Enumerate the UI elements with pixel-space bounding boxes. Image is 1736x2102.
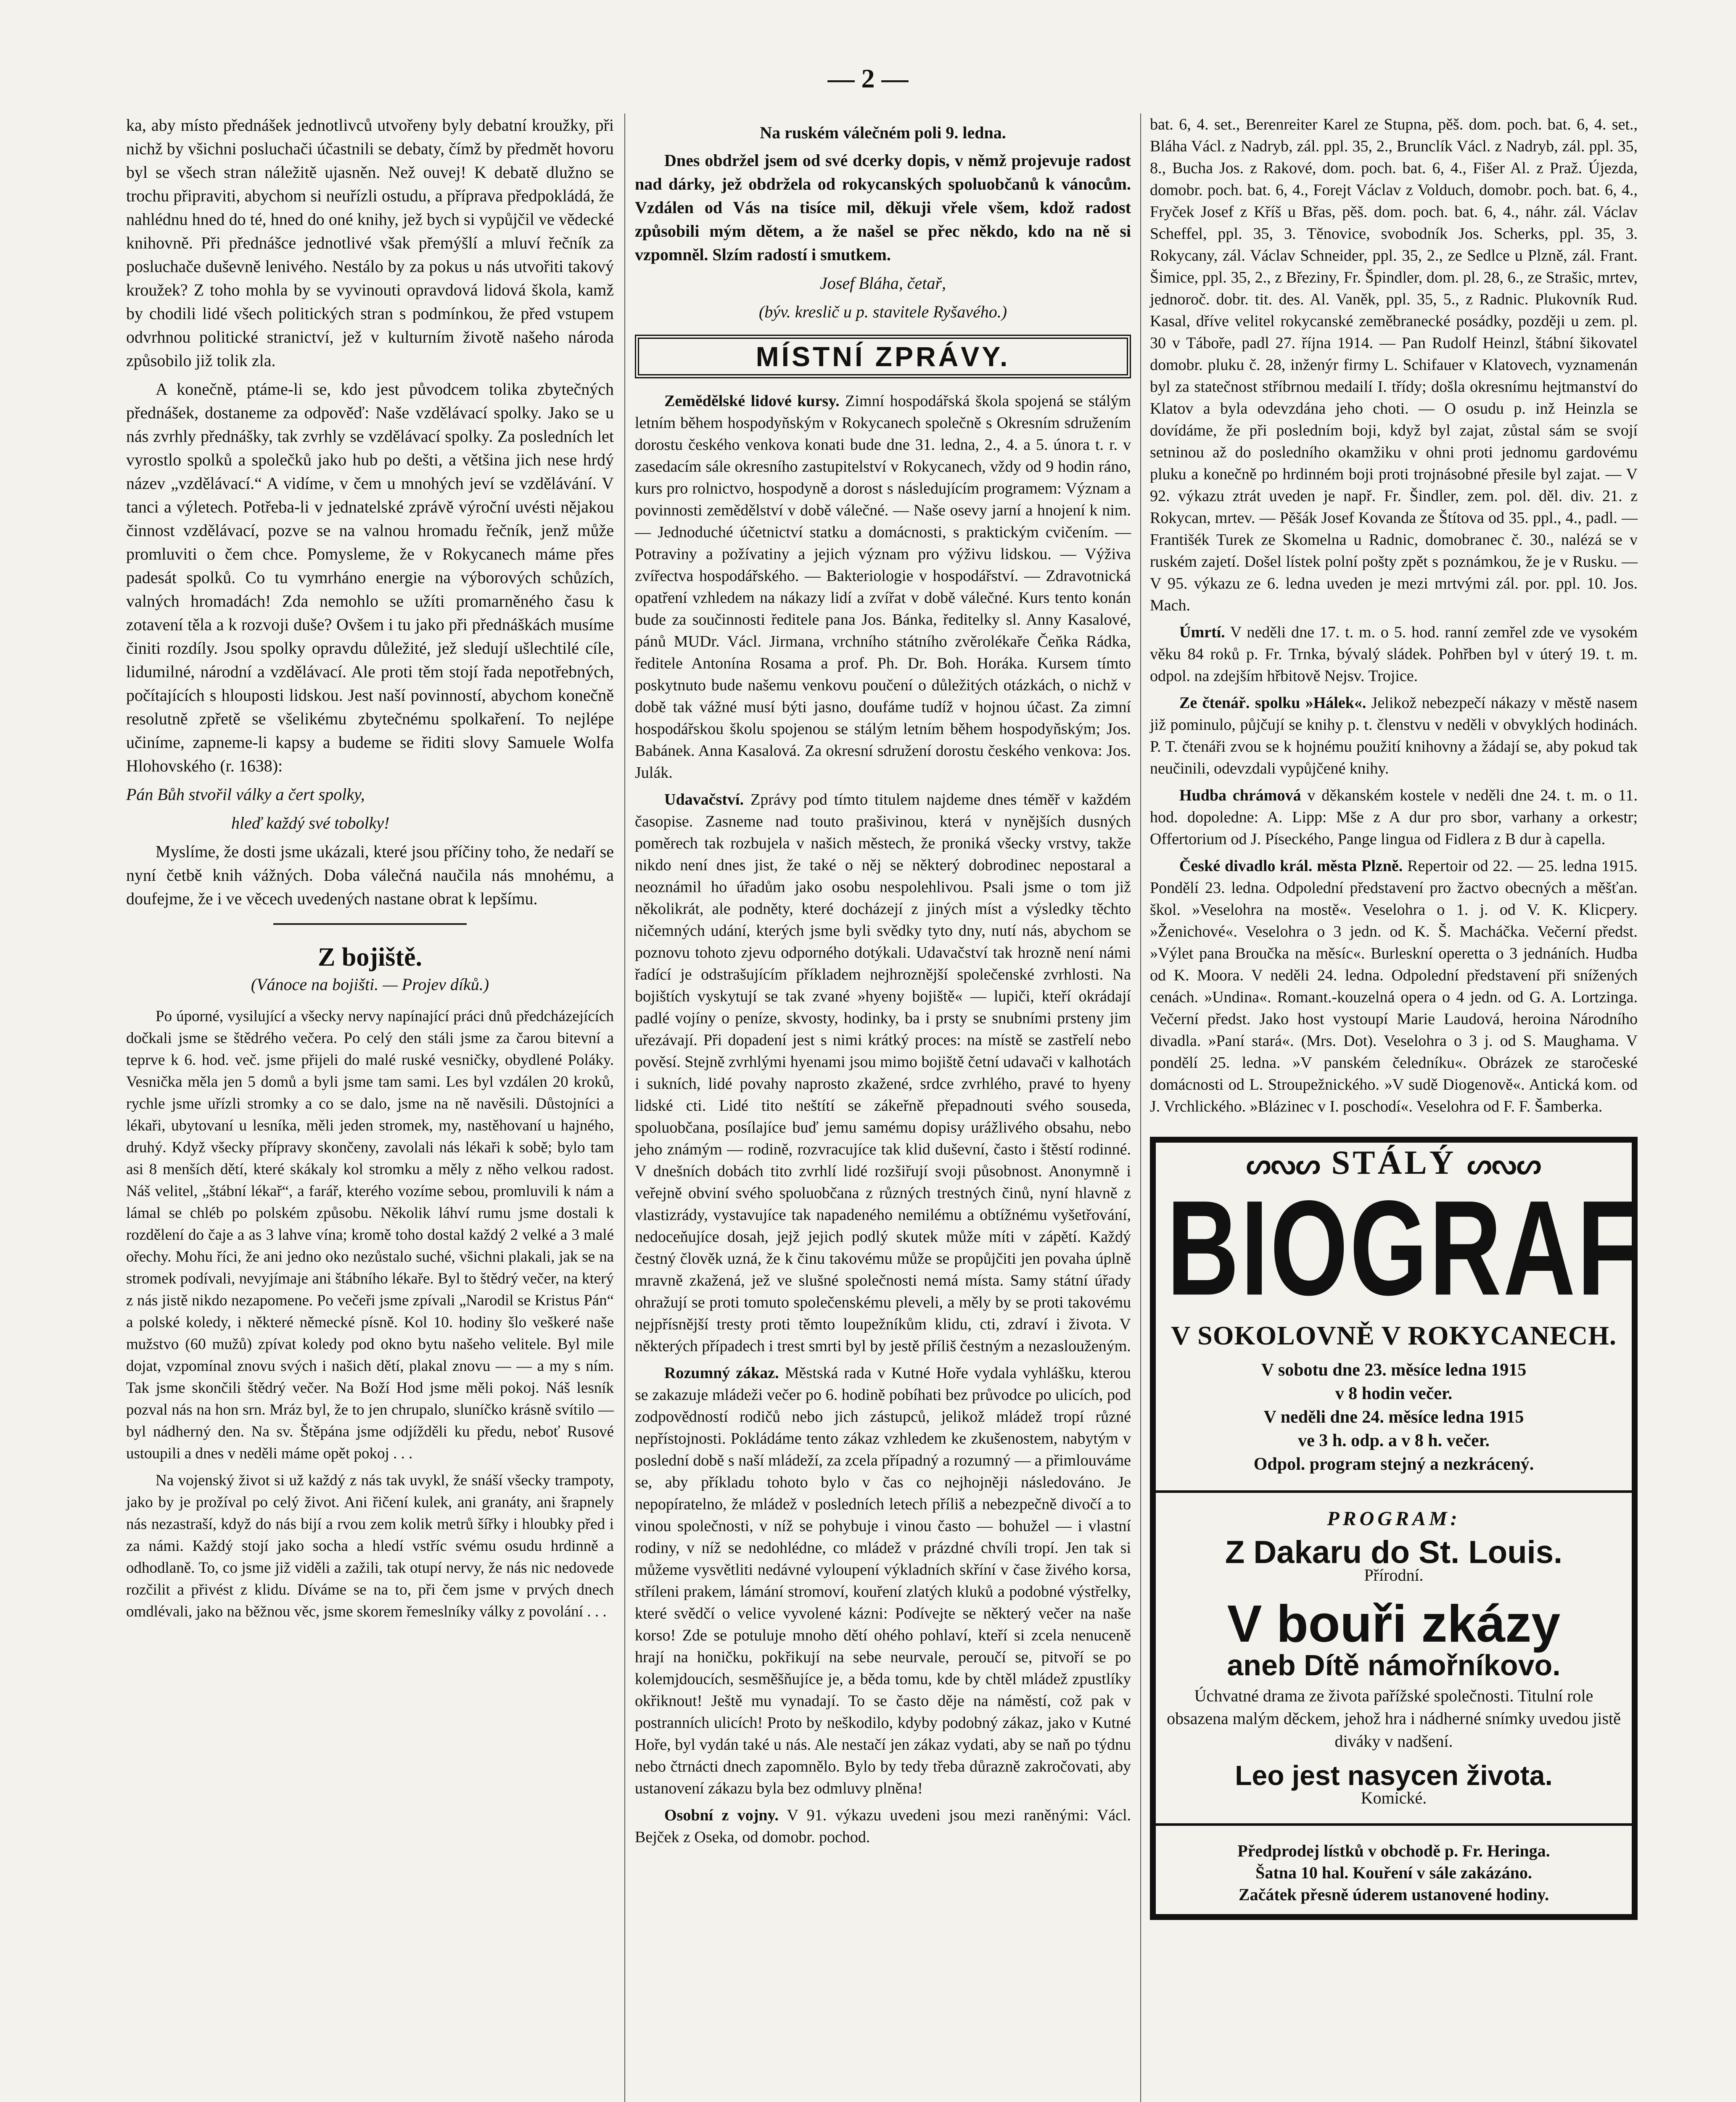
news-headline: Ze čtenář. spolku »Hálek«.: [1179, 694, 1366, 712]
letter-title: Na ruském válečném poli 9. ledna.: [760, 123, 1006, 142]
section-banner: MÍSTNÍ ZPRÁVY.: [635, 335, 1131, 378]
ad-film-title: Leo jest nasycen života.: [1235, 1760, 1553, 1791]
column-3: [1150, 114, 1638, 1920]
news-headline: Udavačství.: [664, 791, 744, 808]
news-text: Zprávy pod tímto titulem najdeme dnes téměř v každém časopise. Zasneme nad touto prašivinou, která v nynějších dusných poměrech tak rozbujela v našich městech, že proniká všecky vrstvy, takže nikdo není dnes jist, že také o něj se některý dobrodinec nepostaral a neoznámil ho úřadům jako osobu nespolehlivou. Psali jsme o tom již několikrát, ale podněty, které docházejí z jiných míst a výsledky těchto ničemných udání, kterých jsme byli svědky tyto dny, nutí nás, abychom se poznovu tohoto zjevu odporného dotýkali. Udavačství tak hrozně není námi řadící je odstrašujícím příkladem nejhroznější společenské zvrhlosti. Na bojištích vyskytují se tak zvané »hyeny bojiště« — lupiči, kteří okrádají padlé vojíny o peníze, skvosty, hodinky, ba i prsty se snubními prsteny jim uřezávají. Při dopadení jest s nimi krátký proces: na místě se zastřelí nebo pověsí. Stejně zvrhlými hyenami jsou mimo bojiště četní udavači v kalhotách i sukních, lidé povahy naprosto zkažené, srdce zvrhlého, pravé to hyeny lidské cti. Lidé tito neštítí se zákeřně přepadnouti svého souseda, spoluobčana, posílajíce buď jemu samému dopisy urážlivého obsahu, nebo jeho známým — rodině, rozvracujíce tak klid duševní, často i štěstí rodinné. V dnešních dobách tito zvrhlí lidé rozšiřují svoji působnost. Anonymně i veřejně obviní svého spoluobčana z různých trestných činů, nyní hlavně z vlastizrády, vystavujíce tak napadeného nemilému a obtížnému vyšetřování, nedoceňujíce dosah, jejž jejich podlý skutek může míti v zápětí. Každý čestný člověk uzná, že k činu takovému může se propůjčiti jen povaha úplně mravně zkažená, jež ve slušné společnosti nemá místa. Samy státní úřady ohražují se proti tomuto společenskému pleveli, a měly by se proti takovému nejpřísnější tresty proti těmto loupežníkům klidu, cti, zdraví i života. V některých případech i trest smrti byl by jestě příliš čestným a nezaslouženým.: [635, 791, 1131, 1355]
news-item: [1150, 692, 1638, 779]
news-text: Městská rada v Kutné Hoře vydala vyhlášku, kterou se zakazuje mládeži večer po 6. hodině pobíhati bez průvodce po ulicích, pod zodpovědností rodičů nebo jich zástupců, jelikož mládež tropí různé nepřístojnosti. Pokládáme tento zákaz vzhledem ke zkušenostem, nabytým v poslední době s naší mládeží, za zcela případný a rozumný — a přimlouváme se, aby příkladu tohoto bylo v čas co nejhojněji následováno. Je nepopíratelno, že mládež v posledních letech příliš a nebezpečně divočí a to vinou společnosti, v níž se pohybuje i vinou často — bohužel — i vlastní rodiny, v níž se nedohlédne, co mládež v prázdné chvíli tropí. Jen tak si můžeme vysvětliti nedávné vyloupení výkladních skříní v čase živého korsa, stříleni prakem, lámání stromoví, kouření zlatých kluků a podobné výstřelky, které svědčí o velice vyvolené kázni: Podívejte se některý večer na naše korso! Zde se potuluje mnoho dětí ohého pohlaví, kteří si zcela nenuceně hrají na honičku, pokřikují na sebe neurvale, peroučí se, pitvoří se po kolemjdoucích, sesměšňujíce je, a běda tomu, kde by chtěl mládež zpustlíky okřiknout! Ještě mu vynadají. To se často děje na náměstí, což pak v postranních ulicích! Proto by neškodilo, kdyby podobný zákaz, jako v Kutné Hoře, byl vydán také u nás. Ale nestačí jen zákaz vydati, aby se naň po týdnu nebo čtrnácti dnech zapomnělo. Bylo by tedy třeba důrazně zakročovati, aby ustanovení zákazu byla bez odmluvy plněna!: [635, 1364, 1131, 1797]
ad-film-description: Úchvatné drama ze života pařížské společnosti. Titulní role obsazena malým děckem, jehož hra i nádherné snímky uvedou jistě diváky v nadšení.: [1167, 1686, 1621, 1751]
news-item: [1150, 784, 1638, 850]
ad-biograf-title: BIOGRAF: [1167, 1173, 1640, 1324]
news-text: V 91. výkazu uvedeni jsou mezi raněnými: Václ. Bejček z Oseka, od domobr. pochod.: [635, 1806, 1131, 1846]
news-headline: Rozumný zákaz.: [664, 1364, 779, 1382]
column-1: [126, 114, 614, 1628]
column-rule-right: [1140, 114, 1141, 2102]
ad-date: V sobotu dne 23. měsíce ledna 1915: [1261, 1360, 1527, 1380]
poem-line: hleď každý své tobolky!: [231, 813, 390, 832]
signature: Josef Bláha, četař,: [820, 274, 946, 293]
news-text: v děkanském kostele v neděli dne 24. t. m. o 11. hod. dopoledne: A. Lipp: Mše z A dur pro sbor, varhany a orkestr; Offertorium od J. Píseckého, Pange lingua od Fidlera z B dur à capella.: [1150, 787, 1638, 848]
ad-program-label: PROGRAM:: [1327, 1508, 1461, 1530]
news-item: [635, 390, 1131, 784]
article-paragraph: Dnes obdržel jsem od své dcerky dopis, v němž projevuje radost nad dárky, jež obdržela od rokycanských spoluobčanů k vánocům. Vzdálen od Vás na tisíce mil, děkuji vřele všem, kdož radost způsobili mým dětem, a že našel se přec někdo, kdo na ně si vzpomněl. Slzím radostí i smutkem.: [635, 151, 1131, 264]
ad-film-title: V bouři zkázy: [1227, 1595, 1561, 1653]
news-headline: České divadlo král. města Plzně.: [1179, 857, 1403, 875]
ad-divider: [1156, 1823, 1632, 1826]
ad-coat-check: Šatna 10 hal. Kouření v sále zakázáno.: [1255, 1863, 1532, 1882]
ad-time: v 8 hodin večer.: [1335, 1384, 1453, 1403]
news-headline: Hudba chrámová: [1179, 787, 1301, 804]
news-text: Zimní hospodářská škola spojená se stálým letním během hospodyňským v Rokycanech společně s Okresním sdružením dorostu českého venkova konati bude dne 31. ledna, 2., 4. a 5. února t. r. v zasedacím sále okresního zastupitelství v Rokycanech, vždy od 9 hodin ráno, kurs pro rolnictvo, hospodyně a dorost s následujícím programem: Význam a povinnosti zemědělství v době válečné. — Naše osevy jarní a hnojení k nim. — Jednoduché účetnictví statku a domácnosti, s praktickým cvičením. — Potraviny a požívatiny a jejich význam pro výživu lidskou. — Výživa zvířectva hospodářského. — Bakteriologie v hospodářství. — Zdravotnická opatření vzhledem na nákazy lidí a zvířat v době válečné. Kurs tento konán bude za součinnosti ředitele pana Jos. Bánka, ředitelky sl. Anny Kasalové, pánů MUDr. Václ. Jirmana, vrchního státního zvěrolékaře Čeňka Rádka, ředitele Antonína Rosama a prof. Ph. Dr. Boh. Horáka. Kursem tímto poskytnuto bude našemu venkovu poučení o důležitých otázkách, o nichž v době tak vážné musí býti jasno, doufáme tudíž v hojnou účast. Za zimní hospodářskou školu spojenou se stálým letním během hospodyňským; Jos. Babánek. Anna Kasalová. Za okresní sdružení dorostu českého venkova: Jos. Julák.: [635, 392, 1131, 782]
article-paragraph: Po úporné, vysilující a všecky nervy napínající práci dnů předcházejících dočkali jsme se štědrého večera. Po celý den stáli jsme za čarou bitevní a teprve k 6. hod. več. jsme přijeli do malé ruské vesničky, obydlené Poláky. Vesnička měla jen 5 domů a byli jsme tam sami. Les byl vzdálen 20 kroků, rychle jsme uřízli stromky a co se dalo, jsme na ně navěsili. Důstojníci a lékaři, ubytovaní u lesníka, měli jeden stromek, my, nastěhovaní u hajného, druhý. Když všecky přípravy skončeny, zavolali nás lékaři k sobě; bylo tam asi 8 menších dětí, které skákaly kol stromku a měly z něho velkou radost. Náš velitel, „štábní lékař“, a farář, kterého vozíme sebou, promluvili k nám a lámal se chléb po polském způsobu. Několik láhví rumu jsme dostali k rozdělení do čaje a as 3 lahve vína; kromě toho dostal každý 2 velké a 3 malé ořechy. Mohu říci, že ani jedno oko nezůstalo suché, všichni plakali, jak se na stromek podívali, nevyjímaje ani štábního lékaře. Byl to štědrý večer, na který z nás jistě nikdo nezapomene. Po večeři jsme zpívali „Narodil se Kristus Pán“ a polské koledy, i některé německé písně. Kol 10. hodiny šlo veškeré naše mužstvo (60 mužů) zpívat koledy pod okno bytu našeho velitele. Byl mile dojat, vzpomínal znovu svých i našich dětí, plakal znovu — — a my s ním. Tak jsme skončili štědrý večer. Na Boží Hod jsme měli pokoj. Náš lesník pozval nás na hon srn. Mráz byl, že to jen chrupalo, sluníčko krásně svítilo — byl nádherný den. Na sv. Štěpána jsme odjížděli ku předu, neboť Rusové ustoupili a dnes v neděli máme opět pokoj . . .: [126, 1008, 614, 1462]
ornament-icon: ᔕᔓᔕ: [1467, 1149, 1541, 1180]
biograf-advertisement: [1150, 1137, 1638, 1920]
ad-start-note: Začátek přesně úderem ustanovené hodiny.: [1238, 1885, 1549, 1904]
news-text: Repertoir od 22. — 25. ledna 1915. Pondělí 23. ledna. Odpolední představení pro žactvo obecných a měšťan. škol. »Veselohra na mostě«. Veselohra o 1. j. od V. K. Klicpery. »Ženichové«. Veselohra o 3 jedn. od K. Š. Macháčka. Večerní předst. »Výlet pana Broučka na měsíc«. Burleskní operetta o 3 jednáních. Hudba od K. Moora. V neděli 24. ledna. Odpolední představení při snížených cenách. »Undina«. Romant.-kouzelná opera o 4 jedn. od G. A. Lortzinga. Večerní předst. Jako host vystoupí Marie Laudová, heroina Národního divadla. »Paní stará«. (Mrs. Dot). Veselohra o 3 j. od S. Maughama. V pondělí 25. ledna. »V panském čeledníku«. Obrázek ze staročeské domácnosti od L. Stroupežnického. »V sudě Diogenově«. Antická kom. od J. Vrchlického. »Blázinec v I. poschodí«. Veselohra od F. F. Šamberka.: [1150, 857, 1638, 1115]
news-headline: Zemědělské lidové kursy.: [664, 392, 840, 410]
news-headline: Úmrtí.: [1179, 623, 1225, 641]
article-paragraph: Na vojenský život si už každý z nás tak uvykl, že snáší všecky trampoty, jako by je prožíval po celý život. Ani řičení kulek, ani granáty, ani šrapnely nás nezastraší, když do nás bijí a rvou zem kolik metrů šířky i hloubky před i za námi. Každý stojí jako socha a hledí vstříc svému osudu hrdinně a odhodlaně. To, co jsme již viděli a zažili, tak otupí nervy, že nás nic nedovede rozčilit a přivést z klidu. Díváme se na to, při čem jsme v prvých dnech omdlévali, jako na běžnou věc, jsme skorem řemeslníky války z povolání . . .: [126, 1472, 614, 1620]
ad-divider: [1156, 1490, 1632, 1493]
article-paragraph: ka, aby místo přednášek jednotlivců utvořeny byly debatní kroužky, při nichž by všichni posluchači účastnili se debaty, čímž by předmět hovoru byl se všech stran náležitě ujasněn. Než ouvej! K debatě dlužno se trochu připraviti, abychom si neuřízli ostudu, a příprava předpokládá, že nahlédnu hned do té, hned do oné knihy, jež bych si vypůjčil ve vědecké knihovně. Při přednášce jednotlivé však přemýšlí a mluví řečník za posluchače duševně lenivého. Nestálo by za pokus u nás utvořiti takový kroužek? Z toho mohla by se vyvinouti opravdová lidová škola, kamž by chodili lidé všech politických stran s podmínkou, že před vstupem odvrhnou politické stranictví, jež v kulturním životě našeho národa způsobilo již tolik zla.: [126, 116, 614, 370]
ad-time: ve 3 h. odp. a v 8 h. večer.: [1298, 1431, 1490, 1450]
column-2: [635, 114, 1131, 1853]
article-paragraph: bat. 6, 4. set., Berenreiter Karel ze Stupna, pěš. dom. poch. bat. 6, 4. set., Bláha Václ. z Nadryb, zál. ppl. 35, 2., Brunclík Václ. z Nadryb, zál. ppl. 35, 8., Bucha Jos. z Rakové, dom. poch. bat. 6, 4., Fišer Al. z Praž. Újezda, domobr. poch. bat. 6, 4., Forejt Václav z Volduch, domobr. poch. bat. 6, 4., Fryček Josef z Kříš u Břas, pěš. dom. poch. bat. 6, 4., náhr. zál. Václav Scheffel, ppl. 35, 3. Těnovice, svobodník Jos. Scherks, ppl. 35, 3. Rokycany, zál. Václav Schneider, ppl. 35, 2., ze Sedlce u Plzně, zál. Frant. Šimice, ppl. 35, 2., z Březiny, Fr. Špindler, dom. pl. 28, 6., ze Strašic, mrtev, jednoroč. dobr. tit. des. Al. Vaněk, ppl. 35, 5., z Radnic. Plukovník Rud. Kasal, dříve velitel rokycanské zeměbranecké posádky, později u zem. pl. 30 v Táboře, padl 27. října 1914. — Pan Rudolf Heinzl, štábní šikovatel domobr. pluku č. 28, inženýr firmy L. Schifauer v Klatovech, vyznamenán byl za statečnost stříbrnou medailí I. třídy; došla okresnímu hejtmanství do Klatov a byla odevzdána jeho choti. — O osudu p. inž Heinzla se dovídáme, že při posledním boji, když byl zajat, zůstal sám se svojí setninou až do posledního okamžiku v ohni proti jednomu gardovému pluku a konečně po hrdinném boji proti trojnásobné přesile byl zajat. — V 92. výkazu ztrát uveden je např. Fr. Šindler, zem. pol. děl. div. 21. z Rokycan, mrtev. — Pěšák Josef Kovanda ze Štítova od 35. ppl., 4., padl. — Františék Turek ze Skomelna u Radnic, domobranec č. 30., nalézá se v ruském zajetí. Došel lístek polní pošty zpět s poznámkou, že je v Rusku. — V 95. výkazu ze 6. ledna uveden je mezi mrtvými zál. por. ppl. 10. Jos. Mach.: [1150, 116, 1638, 614]
ad-film-genre: Komické.: [1361, 1788, 1427, 1807]
poem-line: Pán Bůh stvořil války a čert spolky,: [126, 785, 365, 804]
ad-film-genre: Přírodní.: [1364, 1566, 1424, 1584]
news-item: [635, 789, 1131, 1357]
news-item: [635, 1362, 1131, 1799]
ad-film-title: Z Dakaru do St. Louis.: [1225, 1534, 1563, 1570]
column-rule-left: [624, 114, 625, 2102]
ad-stale: STÁLÝ: [1331, 1144, 1456, 1181]
section-title: Z bojiště.: [318, 943, 422, 972]
news-text: V neděli dne 17. t. m. o 5. hod. ranní zemřel zde ve vysokém věku 84 roků p. Fr. Trnka, bývalý sládek. Pohřben byl v úterý 19. t. m. odpol. na zdejším hřbitově Nejsv. Trojice.: [1150, 623, 1638, 685]
page-number: — 2 —: [827, 63, 909, 93]
ad-venue: V SOKOLOVNĚ V ROKYCANECH.: [1171, 1320, 1617, 1350]
ad-film-subtitle: aneb Dítě námořníkovo.: [1227, 1649, 1561, 1682]
news-item: [1150, 621, 1638, 687]
news-headline: Osobní z vojny.: [664, 1806, 779, 1824]
ad-presale: Předprodej lístků v obchodě p. Fr. Heringa.: [1237, 1841, 1550, 1860]
ad-note: Odpol. program stejný a nezkrácený.: [1253, 1455, 1534, 1474]
news-item: [1150, 855, 1638, 1117]
article-paragraph: Myslíme, že dosti jsme ukázali, které jsou příčiny toho, že nedaří se nyní četbě knih vážných. Doba válečná naučila nás mnohému, a doufejme, že i ve věcech uvedených nastane obrat k lepšímu.: [126, 842, 614, 908]
article-paragraph: A konečně, ptáme-li se, kdo jest původcem tolika zbytečných přednášek, dostaneme za odpověď: Naše vzdělávací spolky. Jako se u nás zvrhly přednášky, tak zvrhly se vzdělávací spolky. Za posledních let vyrostlo spolků a společků jako hub po dešti, a většina jich nese hrdý název „vzdělávací.“ A vidíme, v čem u mnohých jeví se vzdělávání. V tanci a výletech. Potřeba-li v jednatelské zprávě výroční uvésti nějakou činnost vzdělávací, pozve se na valnou hromadu řečník, jenž může promluviti o čem chce. Pomysleme, že v Rokycanech máme přes padesát spolků. Co tu vymrháno energie na výborových schůzích, valných hromadách! Zda nemohlo se užíti promarněného času k zotavení těla a k rozvoji duše? Ovšem i tu jako při přednáškách musíme činiti rozdíly. Jsou spolky opravdu důležité, jež sledují ušlechtilé cíle, lidumilné, národní a vzdělávací. Ale proti těm stojí řada nepotřebných, počítajících s hlouposti lidskou. Jest naší povinností, abychom konečně resolutně zpřetě se všelikému zbytečnému spolkaření. To nejlépe učiníme, zapneme-li kapsy a budeme se řiditi slovy Samuele Wolfa Hlohovského (r. 1638):: [126, 380, 614, 775]
section-divider: [273, 923, 467, 925]
news-text: Jelikož nebezpečí nákazy v městě nasem již pominulo, půjčují se knihy p. t. členstvu v neděli v obvyklých hodinách. P. T. čtenáři zvou se k hojnému použití knihovny a žádají se, aby pokud tak neučinili, odevzdali vypůjčené knihy.: [1150, 694, 1638, 777]
ad-date: V neděli dne 24. měsíce ledna 1915: [1263, 1407, 1524, 1427]
section-subtitle: (Vánoce na bojišti. — Projev díků.): [251, 975, 489, 994]
news-item: [635, 1804, 1131, 1848]
ad-schedule: [1167, 1358, 1621, 1476]
signature-note: (býv. kreslič u p. stavitele Ryšavého.): [758, 302, 1007, 321]
ornament-icon: ᔕᔓᔕ: [1246, 1149, 1321, 1180]
